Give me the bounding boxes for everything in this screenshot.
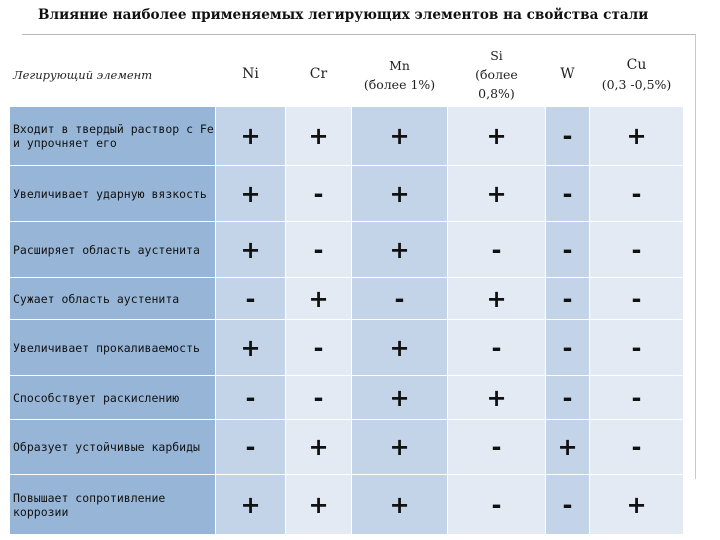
table-row [10, 107, 684, 166]
table-cell [590, 475, 684, 535]
row-label: Увеличивает ударную вязкость [10, 166, 216, 222]
plus-mark: + [308, 490, 329, 519]
table-cell [352, 278, 448, 320]
table-cell [286, 107, 352, 166]
table-cell [448, 222, 546, 278]
plus-mark: + [308, 122, 329, 150]
header-label-cr: Cr [309, 66, 328, 82]
minus-mark: - [562, 333, 573, 362]
minus-mark: - [313, 235, 324, 264]
minus-mark: - [313, 333, 324, 362]
plus-mark: + [240, 333, 261, 362]
table-cell [546, 376, 590, 420]
minus-mark: - [631, 383, 642, 412]
table-cell [546, 107, 590, 166]
row-label: Образует устойчивые карбиды [10, 420, 216, 475]
table-cell [546, 278, 590, 320]
table-cell [448, 420, 546, 475]
minus-mark: - [491, 333, 502, 362]
row-label: Сужает область аустенита [10, 278, 216, 320]
table-cell [286, 222, 352, 278]
header-label-mn-note: (более 1%) [363, 76, 436, 92]
plus-mark: + [626, 122, 647, 150]
header-cell-cr [286, 43, 352, 107]
row-label: Входит в твердый раствор с Fe и упрочняет его [10, 107, 216, 166]
minus-mark: - [562, 122, 573, 150]
minus-mark: - [245, 284, 256, 313]
plus-mark: + [389, 235, 410, 264]
minus-mark: - [562, 235, 573, 264]
table-cell [216, 420, 286, 475]
table-row [10, 166, 684, 222]
table-cell [216, 475, 286, 535]
table-cell [590, 320, 684, 376]
header-label-si: Si [490, 48, 503, 63]
table-row [10, 222, 684, 278]
plus-mark: + [240, 235, 261, 264]
plus-mark: + [240, 490, 261, 519]
plus-mark: + [308, 284, 329, 313]
plus-mark: + [389, 433, 410, 461]
minus-mark: - [313, 383, 324, 412]
header-label-si-note-2: 0,8%) [478, 86, 515, 101]
plus-mark: + [626, 490, 647, 519]
table-cell [352, 420, 448, 475]
row-label: Увеличивает прокаливаемость [10, 320, 216, 376]
minus-mark: - [631, 433, 642, 461]
header-cell-w [546, 43, 590, 107]
table-cell [590, 166, 684, 222]
table-cell [352, 320, 448, 376]
title-divider [22, 34, 696, 35]
table-cell [352, 222, 448, 278]
minus-mark: - [562, 383, 573, 412]
table-cell [216, 376, 286, 420]
page-title: Влияние наиболее применяемых легирующих элементов на свойства стали [38, 7, 649, 23]
plus-mark: + [486, 179, 507, 208]
table-cell [352, 107, 448, 166]
table-cell [546, 222, 590, 278]
table-cell [352, 166, 448, 222]
table-body [10, 107, 684, 535]
table-cell [448, 278, 546, 320]
header-cell-mn [352, 43, 448, 107]
minus-mark: - [562, 490, 573, 519]
table-cell [216, 166, 286, 222]
row-label: Повышает сопротивление коррозии [10, 475, 216, 535]
table-cell [546, 166, 590, 222]
table-cell [590, 376, 684, 420]
table-cell [352, 475, 448, 535]
table-cell [286, 376, 352, 420]
plus-mark: + [308, 433, 329, 461]
table-cell [286, 278, 352, 320]
table-row [10, 278, 684, 320]
minus-mark: - [491, 235, 502, 264]
table-cell [216, 222, 286, 278]
table-cell [216, 320, 286, 376]
header-label-mn: Mn [389, 57, 410, 73]
header-cell-ni [216, 43, 286, 107]
table-cell [286, 475, 352, 535]
plus-mark: + [389, 383, 410, 412]
plus-mark: + [389, 333, 410, 362]
minus-mark: - [394, 284, 405, 313]
minus-mark: - [245, 383, 256, 412]
right-border-line [695, 34, 696, 479]
minus-mark: - [562, 284, 573, 313]
plus-mark: + [557, 433, 578, 461]
minus-mark: - [562, 179, 573, 208]
header-label-cu: Cu [626, 56, 647, 73]
header-label-ni: Ni [242, 66, 259, 82]
plus-mark: + [486, 284, 507, 313]
table-cell [448, 475, 546, 535]
plus-mark: + [389, 490, 410, 519]
table-cell [590, 222, 684, 278]
table-cell [286, 320, 352, 376]
plus-mark: + [240, 179, 261, 208]
header-cell-si [448, 43, 546, 107]
plus-mark: + [389, 179, 410, 208]
table-cell [286, 166, 352, 222]
table-cell [448, 107, 546, 166]
header-label-w: W [560, 66, 575, 82]
row-label: Способствует раскислению [10, 376, 216, 420]
table-cell [546, 320, 590, 376]
header-cell-element [10, 43, 216, 107]
minus-mark: - [631, 235, 642, 264]
table-cell [286, 420, 352, 475]
plus-mark: + [486, 122, 507, 150]
header-label-element: Легирующий элемент [13, 67, 153, 82]
table-row [10, 420, 684, 475]
minus-mark: - [245, 433, 256, 461]
plus-mark: + [486, 383, 507, 412]
table-cell [590, 278, 684, 320]
table-cell [546, 475, 590, 535]
minus-mark: - [631, 284, 642, 313]
table-row [10, 475, 684, 535]
plus-mark: + [389, 122, 410, 150]
minus-mark: - [631, 333, 642, 362]
table-cell [352, 376, 448, 420]
table-cell [448, 376, 546, 420]
header-label-cu-note: (0,3 -0,5%) [601, 76, 672, 92]
minus-mark: - [491, 490, 502, 519]
table-cell [590, 420, 684, 475]
table-cell [216, 107, 286, 166]
table-header-row [10, 43, 684, 107]
minus-mark: - [491, 433, 502, 461]
alloying-elements-table [9, 42, 684, 535]
table-cell [590, 107, 684, 166]
table-cell [546, 420, 590, 475]
row-label: Расширяет область аустенита [10, 222, 216, 278]
table-row [10, 376, 684, 420]
header-label-si-note-1: (более [475, 67, 518, 82]
minus-mark: - [631, 179, 642, 208]
table-cell [448, 320, 546, 376]
table-row [10, 320, 684, 376]
table-cell [216, 278, 286, 320]
table-cell [448, 166, 546, 222]
header-cell-cu [590, 43, 684, 107]
minus-mark: - [313, 179, 324, 208]
plus-mark: + [240, 122, 261, 150]
